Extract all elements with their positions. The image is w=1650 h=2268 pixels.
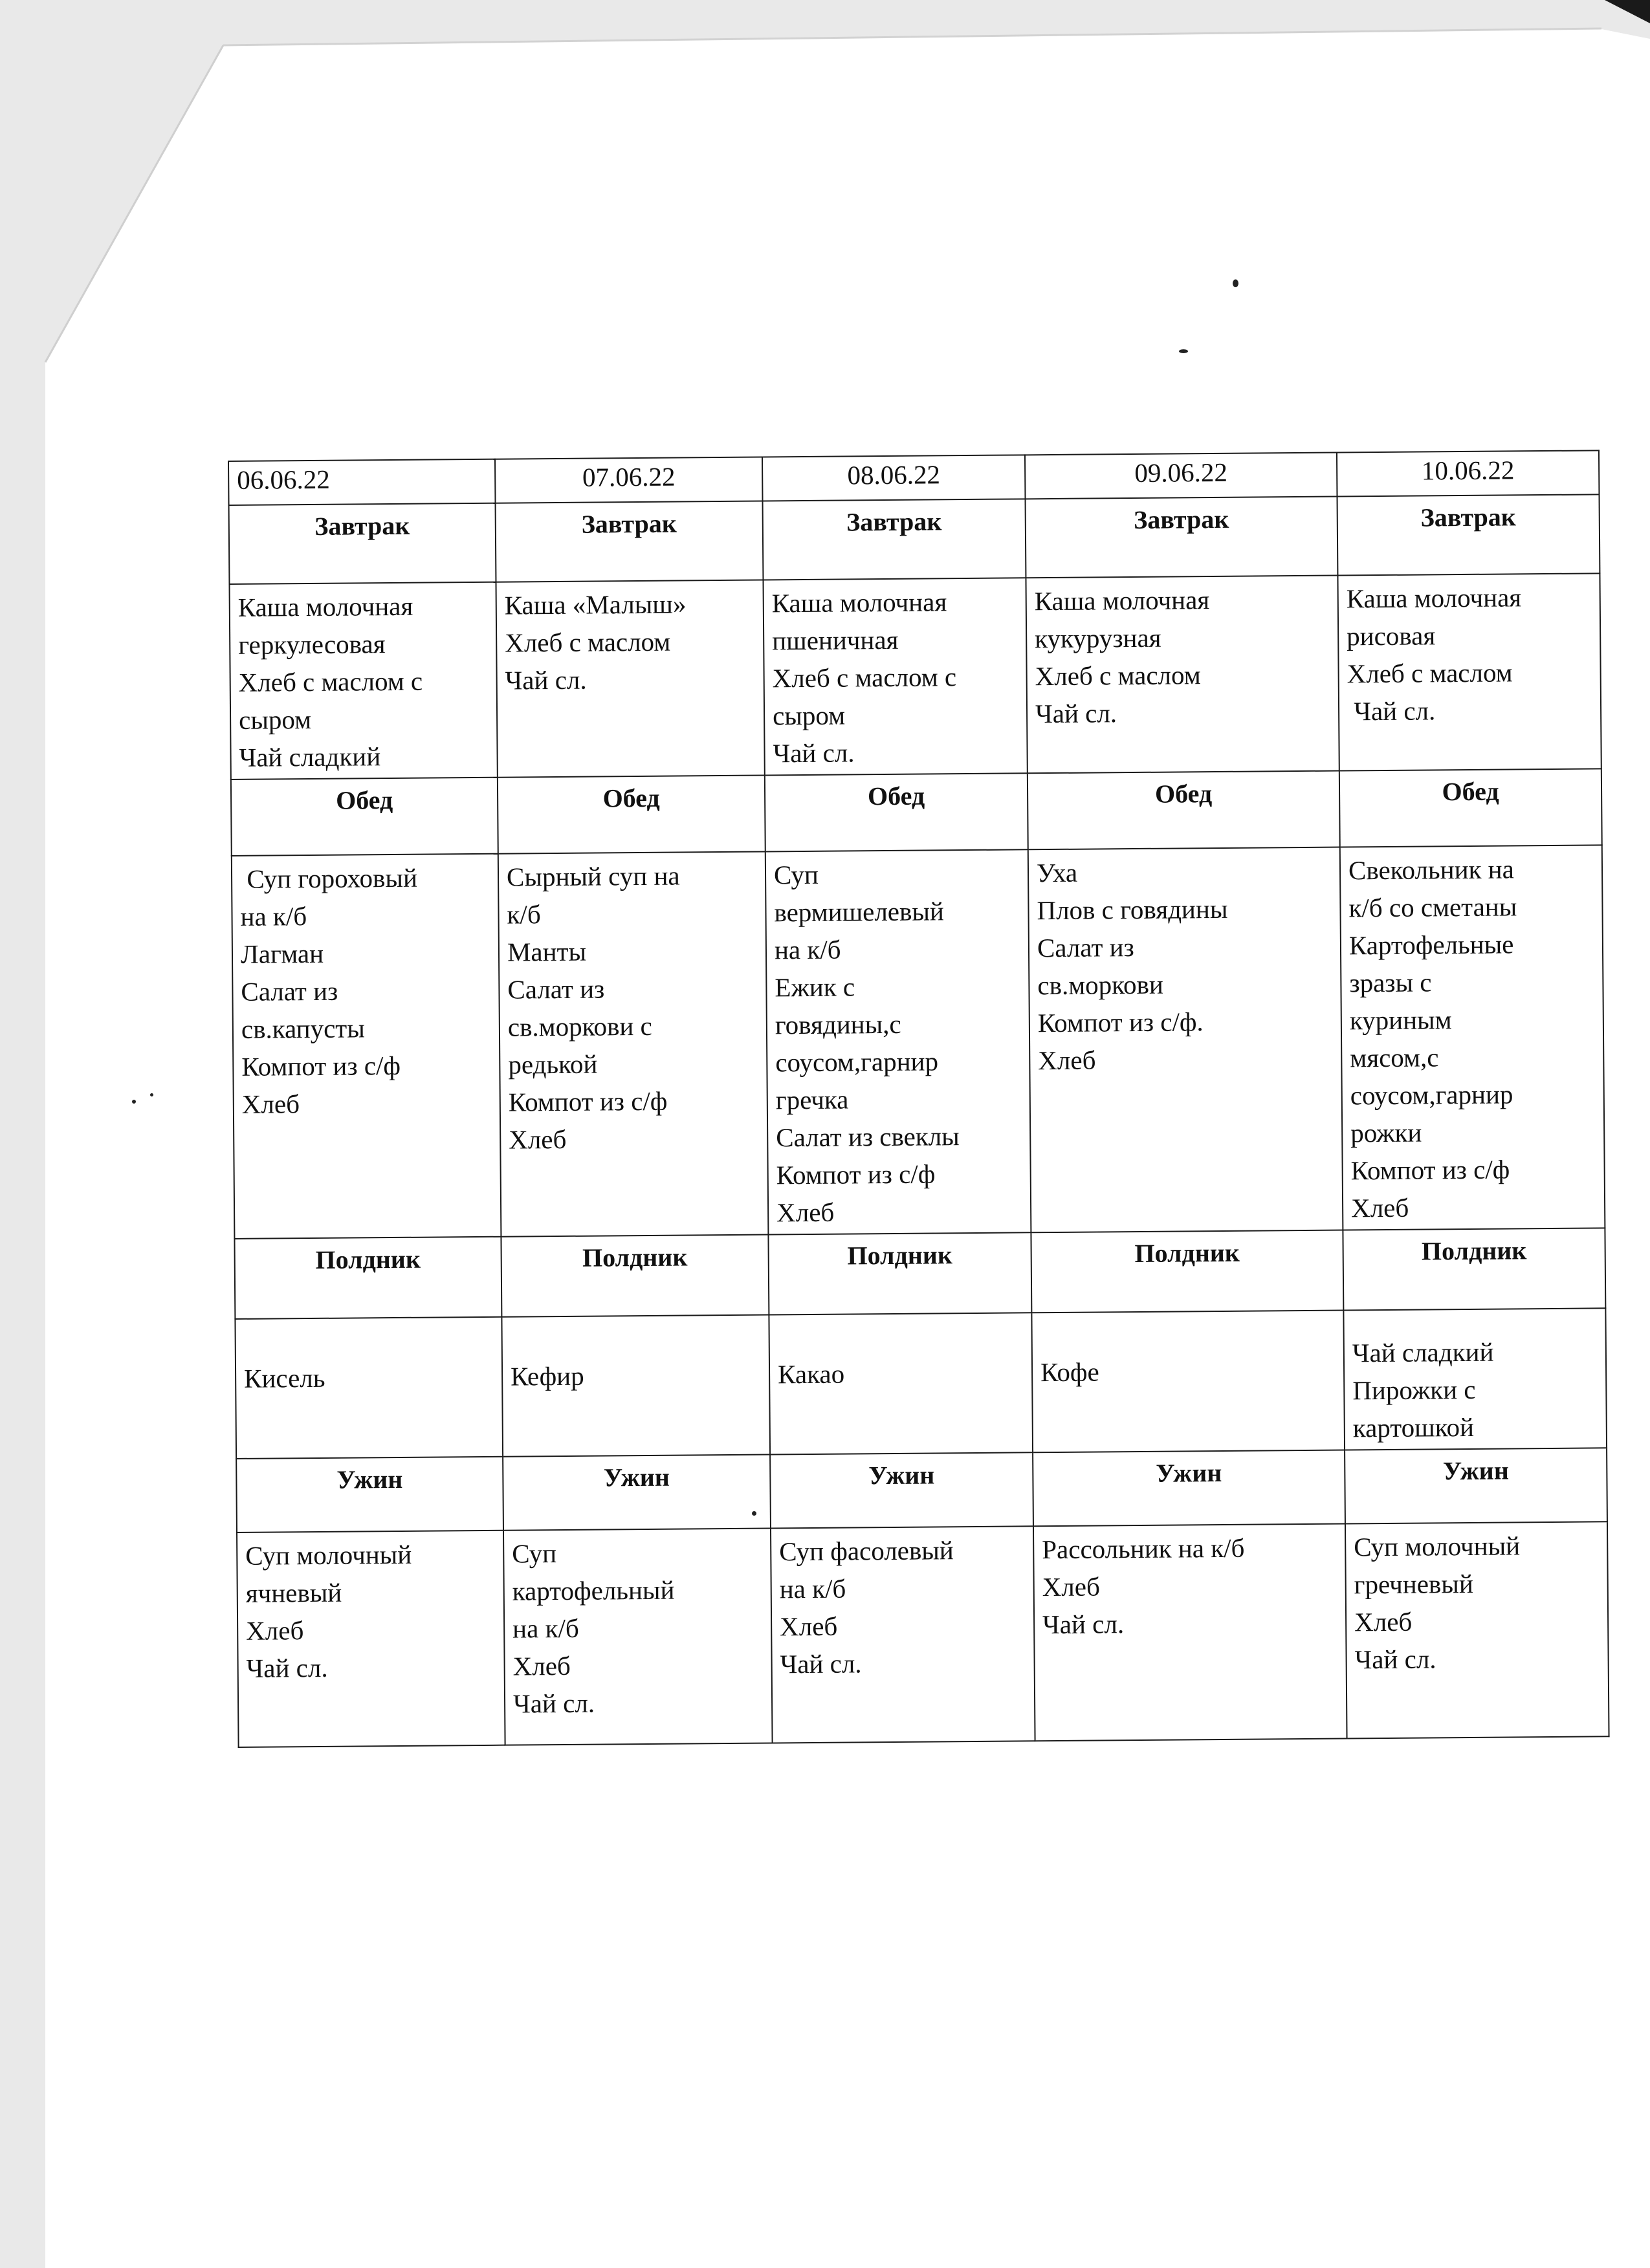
weekly-menu-table bbox=[228, 450, 1610, 1748]
dish-line: Свекольник на bbox=[1348, 854, 1515, 886]
dish-line: редькой bbox=[508, 1049, 598, 1080]
dish-line: Суп фасолевый bbox=[779, 1535, 954, 1567]
dish-cell bbox=[501, 1314, 770, 1456]
dish-line: Салат из bbox=[507, 974, 605, 1005]
meal-header-row bbox=[231, 769, 1602, 856]
meal-header-row bbox=[234, 1228, 1605, 1319]
dish-line: Хлеб bbox=[241, 1089, 300, 1119]
dish-line: Салат из свеклы bbox=[776, 1121, 960, 1153]
dish-line: ячневый bbox=[245, 1577, 342, 1608]
dish-cell bbox=[1026, 576, 1339, 774]
dish-line: пшеничная bbox=[772, 624, 899, 656]
meal-header-cell: Завтрак bbox=[496, 501, 764, 582]
dish-line: рисовая bbox=[1347, 620, 1436, 651]
dish-cell bbox=[1337, 573, 1601, 770]
dish-line: на к/б bbox=[512, 1613, 579, 1644]
meal-header-cell: Обед bbox=[231, 778, 498, 856]
dish-line: Суп молочный bbox=[1354, 1531, 1521, 1562]
dish-line: говядины,с bbox=[775, 1009, 901, 1040]
dish-line: Каша молочная bbox=[1034, 585, 1210, 616]
meal-header-cell: Обед bbox=[1028, 771, 1340, 850]
scan-speck bbox=[132, 1100, 136, 1104]
dish-line: св.моркови bbox=[1037, 969, 1163, 1001]
dish-cell bbox=[1340, 845, 1605, 1230]
meal-header-cell: Завтрак bbox=[1026, 497, 1338, 578]
dish-line: Хлеб bbox=[246, 1615, 304, 1646]
dish-line: св.моркови с bbox=[507, 1010, 652, 1042]
dish-line: на к/б bbox=[240, 901, 307, 932]
dish-line: Хлеб с маслом с bbox=[772, 662, 957, 693]
dish-line: Хлеб bbox=[1042, 1571, 1101, 1602]
date-cell: 07.06.22 bbox=[495, 457, 763, 503]
dish-row bbox=[235, 1308, 1607, 1459]
dish-line: Суп молочный bbox=[245, 1539, 412, 1571]
dish-cell bbox=[771, 1526, 1035, 1743]
dish-line: Хлеб с маслом bbox=[1347, 657, 1513, 689]
meal-header-cell: Завтрак bbox=[763, 499, 1026, 580]
meal-header-cell: Полдник bbox=[768, 1232, 1031, 1314]
dish-row bbox=[232, 845, 1605, 1239]
dish-line: Компот из с/ф. bbox=[1037, 1007, 1204, 1038]
dish-line: Хлеб bbox=[1038, 1045, 1096, 1076]
dish-line: Компот из с/ф bbox=[1350, 1154, 1510, 1186]
dish-line: кукурузная bbox=[1035, 622, 1161, 654]
dish-line: Ежик с bbox=[775, 972, 855, 1003]
meal-header-cell: Полдник bbox=[234, 1237, 501, 1319]
dish-line: Чай сл. bbox=[246, 1652, 328, 1683]
dish-line: Салат из bbox=[1037, 932, 1134, 963]
dish-line: Компот из с/ф bbox=[776, 1159, 936, 1190]
dish-row bbox=[230, 573, 1601, 780]
dish-line: Картофельные bbox=[1348, 929, 1514, 961]
meal-header-cell: Ужин bbox=[1033, 1450, 1345, 1526]
dish-line: Каша «Малыш» bbox=[504, 589, 687, 620]
dish-line: Рассольник на к/б bbox=[1042, 1532, 1245, 1565]
dish-line: Чай сл. bbox=[505, 664, 587, 695]
dish-line: Компот из с/ф bbox=[241, 1050, 401, 1082]
dish-line: Компот из с/ф bbox=[508, 1085, 668, 1117]
dish-line: Каша молочная bbox=[237, 591, 413, 622]
dish-line: Сырный суп на bbox=[506, 860, 680, 892]
dish-line: Манты bbox=[507, 936, 587, 967]
dish-cell bbox=[1343, 1308, 1607, 1450]
dish-line: Хлеб bbox=[780, 1611, 838, 1642]
dish-line: Суп гороховый bbox=[239, 862, 418, 894]
dish-line: Хлеб bbox=[509, 1124, 567, 1155]
dish-line: гречка bbox=[775, 1084, 849, 1115]
dish-cell bbox=[1345, 1521, 1609, 1738]
dish-line: к/б со сметаны bbox=[1348, 891, 1517, 923]
meal-header-cell: Обед bbox=[498, 775, 765, 853]
date-cell: 08.06.22 bbox=[762, 455, 1026, 501]
dish-cell bbox=[230, 582, 498, 780]
meal-header-cell: Обед bbox=[1339, 769, 1602, 847]
dish-line: Салат из bbox=[241, 976, 338, 1007]
dish-line: геркулесовая bbox=[238, 629, 386, 660]
dish-line: Чай сл. bbox=[1354, 1644, 1436, 1675]
dish-line: Хлеб bbox=[1350, 1192, 1409, 1223]
dish-cell bbox=[237, 1531, 505, 1747]
meal-header-cell: Завтрак bbox=[1337, 494, 1600, 575]
dish-line: Суп bbox=[773, 859, 819, 890]
dish-line: Какао bbox=[777, 1358, 845, 1390]
date-cell: 09.06.22 bbox=[1025, 453, 1337, 499]
dish-line: Чай сладкий bbox=[1352, 1336, 1494, 1368]
meal-header-cell: Полдник bbox=[1031, 1230, 1343, 1313]
meal-header-cell: Ужин bbox=[770, 1452, 1033, 1528]
dish-cell bbox=[1028, 847, 1343, 1233]
meal-header-cell: Ужин bbox=[236, 1457, 503, 1532]
dish-row bbox=[237, 1521, 1609, 1747]
dish-line: Хлеб с маслом bbox=[1035, 660, 1201, 692]
dish-line: Хлеб bbox=[776, 1197, 835, 1228]
dish-line: Хлеб с маслом с bbox=[238, 666, 423, 697]
meal-header-row bbox=[236, 1448, 1607, 1532]
dish-line: сыром bbox=[238, 704, 312, 735]
dish-line: Каша молочная bbox=[1346, 582, 1522, 614]
dish-line: Хлеб bbox=[1354, 1606, 1413, 1637]
dish-line: к/б bbox=[507, 899, 541, 930]
dish-line: Чай сл. bbox=[780, 1648, 862, 1679]
meal-header-cell: Обед bbox=[765, 773, 1028, 851]
dish-line: вермишелевый bbox=[774, 896, 945, 928]
meal-header-cell: Ужин bbox=[1345, 1448, 1607, 1523]
dish-cell bbox=[1031, 1310, 1345, 1452]
dish-cell bbox=[1033, 1523, 1347, 1741]
dish-line: зразы с bbox=[1349, 967, 1432, 998]
dish-line: Хлеб bbox=[512, 1650, 571, 1681]
scan-speck bbox=[752, 1511, 756, 1516]
dish-line: Лагман bbox=[240, 938, 324, 969]
dish-cell bbox=[503, 1528, 773, 1745]
dish-line: картофельный bbox=[512, 1575, 675, 1606]
dish-line: на к/б bbox=[774, 934, 841, 965]
dish-block bbox=[1352, 1309, 1598, 1446]
dish-cell bbox=[765, 849, 1031, 1234]
dish-line: соусом,гарнир bbox=[775, 1046, 939, 1078]
scan-speck bbox=[150, 1093, 153, 1096]
date-cell: 10.06.22 bbox=[1337, 450, 1600, 496]
dish-cell bbox=[769, 1313, 1033, 1454]
dish-line: Плов с говядины bbox=[1037, 893, 1228, 926]
meal-header-cell: Полдник bbox=[501, 1234, 769, 1316]
dish-line: Суп bbox=[512, 1538, 557, 1569]
dish-line: Кефир bbox=[510, 1360, 584, 1391]
dish-line: Кофе bbox=[1040, 1357, 1099, 1388]
meal-header-cell: Завтрак bbox=[229, 503, 496, 584]
dish-line: св.капусты bbox=[241, 1013, 365, 1044]
dish-line: Чай сладкий bbox=[239, 741, 381, 772]
dish-line: Чай сл. bbox=[773, 737, 855, 769]
dish-line: на к/б bbox=[779, 1573, 846, 1604]
meal-header-cell: Ужин bbox=[503, 1454, 771, 1530]
dish-line: гречневый bbox=[1354, 1568, 1473, 1600]
dish-line: мясом,с bbox=[1350, 1042, 1439, 1073]
dish-line: Чай сл. bbox=[1035, 698, 1117, 729]
scan-speck bbox=[1233, 279, 1238, 287]
dish-cell bbox=[496, 580, 764, 778]
dish-line: картошкой bbox=[1352, 1412, 1475, 1443]
dish-line: Чай сл. bbox=[1347, 695, 1436, 726]
dish-cell bbox=[235, 1317, 503, 1459]
date-cell: 06.06.22 bbox=[228, 459, 496, 505]
dish-line: Кисель bbox=[243, 1362, 325, 1393]
dish-line: соусом,гарнир bbox=[1350, 1079, 1513, 1111]
dish-line: Пирожки с bbox=[1352, 1374, 1476, 1406]
dish-line: Чай сл. bbox=[1042, 1609, 1125, 1640]
dish-cell bbox=[763, 578, 1027, 775]
dish-cell bbox=[232, 854, 501, 1239]
scan-speck bbox=[1179, 349, 1188, 353]
meal-header-row bbox=[229, 494, 1600, 584]
dish-line: Хлеб с маслом bbox=[505, 626, 671, 658]
dish-cell bbox=[498, 851, 769, 1236]
dish-line: Каша молочная bbox=[771, 587, 947, 618]
dish-line: Уха bbox=[1036, 857, 1078, 888]
meal-header-cell: Полдник bbox=[1343, 1228, 1605, 1310]
dish-line: сыром bbox=[772, 700, 846, 731]
dish-line: рожки bbox=[1350, 1117, 1422, 1148]
dish-line: Чай сл. bbox=[512, 1688, 595, 1719]
dish-line: куриным bbox=[1349, 1005, 1452, 1036]
